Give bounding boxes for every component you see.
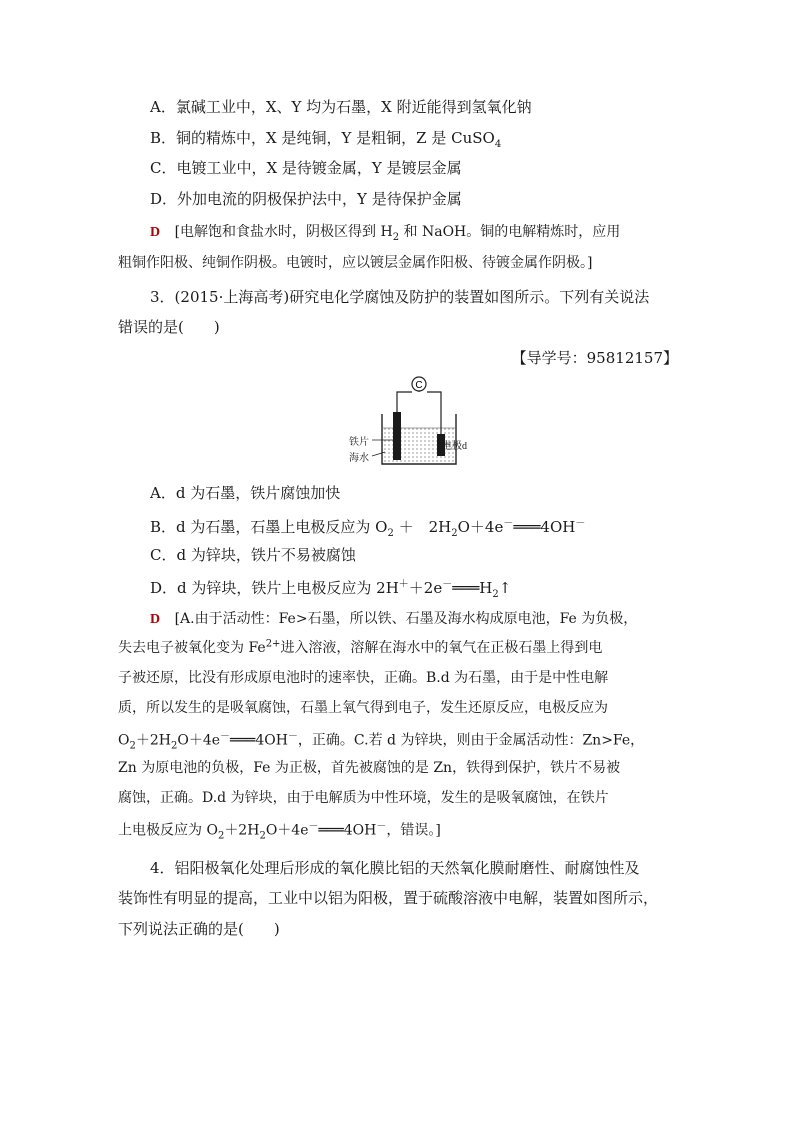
q2-option-c: C．电镀工业中，X 是待镀金属，Y 是镀层金属 — [150, 159, 462, 177]
q2-option-d: D．外加电流的阴极保护法中，Y 是待保护金属 — [150, 190, 462, 208]
guide-code: 【导学号：95812157】 — [511, 349, 678, 367]
q3-option-b: B．d 为石墨，石墨上电极反应为 $O_2$ ＋ $2H_2O+4e^-═══4OH^-$ — [150, 518, 586, 539]
q3-option-d: D．d 为锌块，铁片上电极反应为 $2H^++2e^-═══H_2↑$ — [150, 579, 512, 600]
answer-label: D — [150, 612, 161, 627]
q4-stem-line3: 下列说法正确的是( ) — [118, 920, 280, 938]
q4-stem-line1: 4．铝阳极氧化处理后形成的氧化膜比铝的天然氧化膜耐磨性、耐腐蚀性及 — [150, 859, 640, 877]
q3-stem-line2: 错误的是( ) — [118, 318, 220, 336]
answer-label: D — [150, 225, 161, 240]
q3-option-c: C．d 为锌块，铁片不易被腐蚀 — [150, 546, 356, 564]
sea-label: 海水 — [349, 453, 369, 464]
meter-symbol: C — [415, 380, 423, 391]
document-page: A．氯碱工业中，X、Y 均为石墨，X 附近能得到氢氧化钠 B．铜的精炼中，X 是纯铜，Y 是粗铜，Z 是 CuSO$_4$ C．电镀工业中，X 是待镀金属，Y 是镀层金属 D．外加电流的阴极保护法中，Y 是待保护金属 D [电解饱和食盐水时，阴极区得到 $H_2$ 和 NaOH。铜的电解精炼时，应用 粗铜作阳极、纯铜作阴极。电镀时，应以镀层金属作阳极、待镀金属作阴极。] 3．(2015·上海高考)研究电化学腐蚀及防护的装置如图所示。下列有关说法 错误的是( ) 【导学号：95812157】 C 铁片 海水 电极d A．d 为石墨，铁片腐蚀加快 B．d 为石墨，石墨上电极反应为 $O_2$ ＋ $2H_2O+4e^-═══4OH^-$ C．d 为锌块，铁片不易被腐蚀 D．d 为锌块，铁片上电极反应为 $2H^++2e^-═══H_2↑$ D [A.由于活动性：Fe>石墨，所以铁、石墨及海水构成原电池，Fe 为负极， 失去电子被氧化变为 $Fe^{2+}$进入溶液，溶解在海水中的氧气在正极石墨上得到电 子被还原，比没有形成原电池时的速率快，正确。B.d 为石墨，由于是中性电解 质，所以发生的是吸氧腐蚀，石墨上氧气得到电子，发生还原反应，电极反应为 $O_2+2H_2O+4e^-═══4OH^-$，正确。C.若 d 为锌块，则由于金属活动性：Zn>Fe， Zn 为原电池的负极，Fe 为正极，首先被腐蚀的是 Zn，铁得到保护，铁片不易被 腐蚀，正确。D.d 为锌块，由于电解质为中性环境，发生的是吸氧腐蚀，在铁片 上电极反应为 $O_2+2H_2O+4e^-═══4OH^-$，错误。] 4．铝阳极氧化处理后形成的氧化膜比铝的天然氧化膜耐磨性、耐腐蚀性及 装饰性有明显的提高，工业中以铝为阳极，置于硫酸溶液中电解，装置如图所示， 下列说法正确的是( ) — [118, 98, 678, 938]
iron-label: 铁片 — [349, 437, 369, 448]
electrode-label: 电极d — [442, 441, 467, 452]
corrosion-apparatus-diagram — [352, 372, 482, 468]
q2-option-a: A．氯碱工业中，X、Y 均为石墨，X 附近能得到氢氧化钠 — [150, 98, 532, 116]
q4-stem-line2: 装饰性有明显的提高，工业中以铝为阳极，置于硫酸溶液中电解，装置如图所示， — [118, 889, 659, 907]
q3-option-a: A．d 为石墨，铁片腐蚀加快 — [150, 484, 341, 502]
q3-stem-line1: 3．(2015·上海高考)研究电化学腐蚀及防护的装置如图所示。下列有关说法 — [150, 288, 650, 306]
iron-plate — [393, 412, 401, 460]
q2-option-b: B．铜的精炼中，X 是纯铜，Y 是粗铜，Z 是 CuSO$_4$ — [150, 129, 502, 150]
